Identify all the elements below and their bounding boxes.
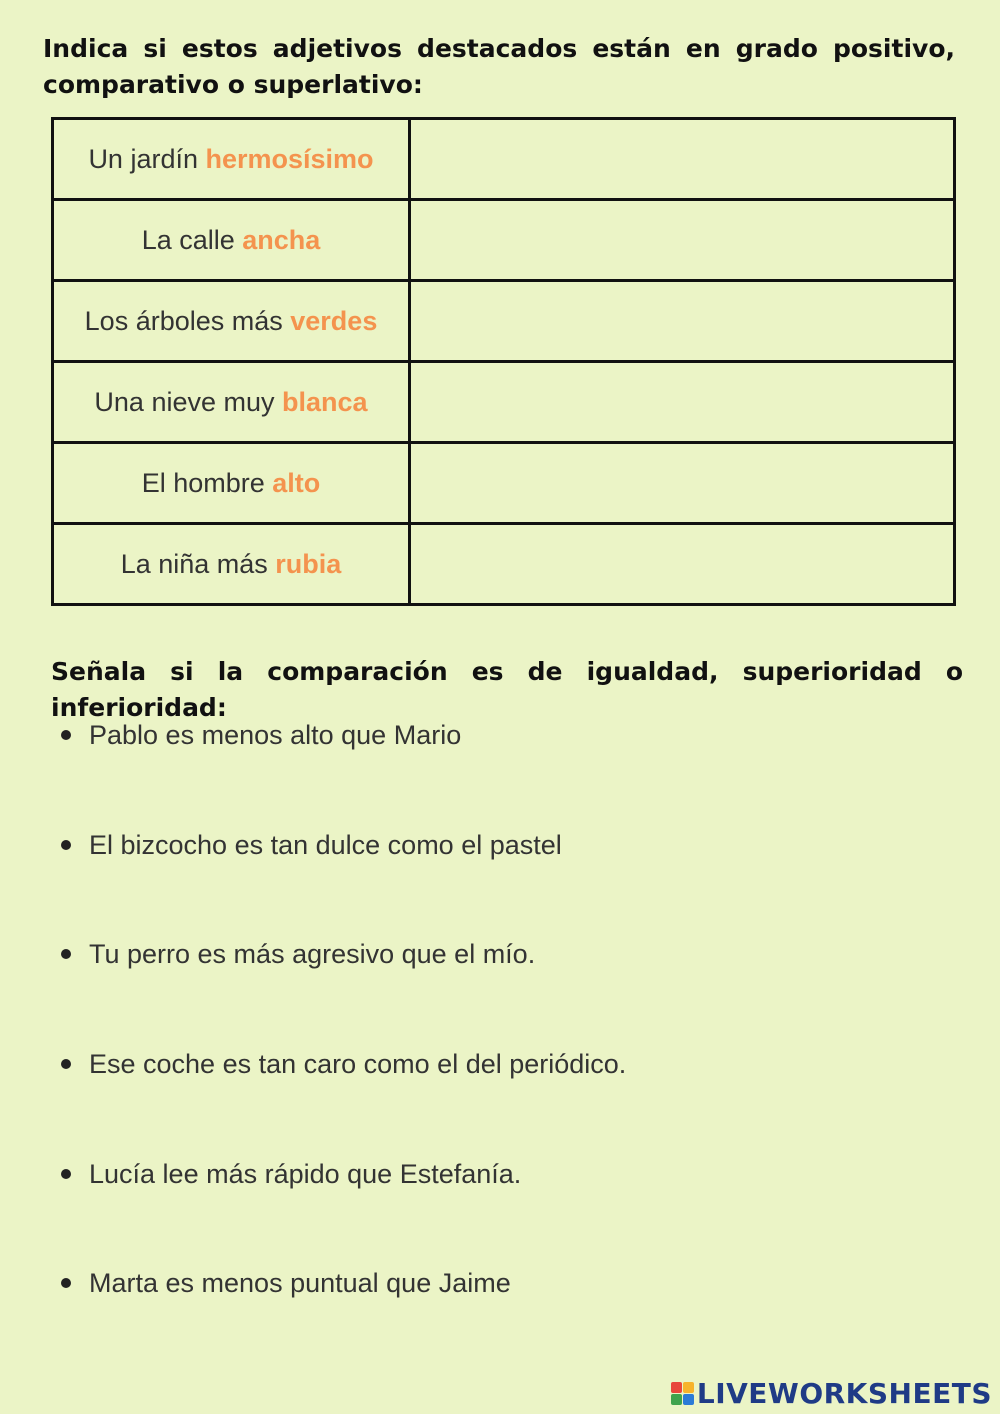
phrase-text: Una nieve muy [94,386,283,417]
phrase-cell [53,200,410,281]
grade-table [51,117,956,606]
answer-input-cell[interactable] [410,200,955,281]
answer-input-cell[interactable] [410,362,955,443]
bullet-icon [61,840,71,850]
phrase-cell [53,119,410,200]
logo-square-blue [683,1394,694,1405]
instruction-comparison: Señala si la comparación es de igualdad, superioridad o inferioridad: [51,657,963,722]
answer-input-cell[interactable] [410,443,955,524]
table-row [53,524,955,605]
brand-name: LIVEWORKSHEETS [696,1377,992,1410]
list-item [58,935,626,1045]
sentence-text: Marta es menos puntual que Jaime [89,1268,511,1299]
answer-input-cell[interactable] [410,524,955,605]
table-row [53,281,955,362]
highlighted-adjective: blanca [282,386,368,417]
table-row [53,119,955,200]
liveworksheets-brand [671,1377,992,1410]
phrase-cell [53,524,410,605]
sentence-text: Lucía lee más rápido que Estefanía. [89,1158,522,1189]
sentence-text: Tu perro es más agresivo que el mío. [89,939,536,970]
answer-input-cell[interactable] [410,281,955,362]
logo-square-red [671,1382,682,1393]
logo-square-yellow [683,1382,694,1393]
highlighted-adjective: verdes [290,305,378,336]
list-item [58,1264,626,1374]
phrase-text: La niña más [120,548,276,579]
phrase-cell [53,443,410,524]
bullet-icon [61,730,71,740]
phrase-cell [53,281,410,362]
sentence-text: Pablo es menos alto que Mario [89,720,462,750]
highlighted-adjective: hermosísimo [205,143,374,174]
bullet-icon [61,1059,71,1069]
sentence-list [58,716,626,1374]
logo-square-green [671,1394,682,1405]
bullet-icon [61,1169,71,1179]
table-row [53,362,955,443]
table-row [53,443,955,524]
liveworksheets-logo-icon [671,1382,694,1405]
list-item [58,1045,626,1155]
table-row [53,200,955,281]
answer-input-cell[interactable] [410,119,955,200]
list-item [58,826,626,936]
highlighted-adjective: ancha [242,224,321,255]
list-item [58,1155,626,1265]
sentence-text: El bizcocho es tan dulce como el pastel [89,829,562,860]
phrase-cell [53,362,410,443]
bullet-icon [61,1278,71,1288]
phrase-text: Un jardín [88,143,206,174]
highlighted-adjective: alto [272,467,321,498]
bullet-icon [61,949,71,959]
phrase-text: Los árboles más [84,305,291,336]
phrase-text: La calle [141,224,243,255]
sentence-text: Ese coche es tan caro como el del periódico. [89,1049,627,1080]
list-item [58,716,626,826]
phrase-text: El hombre [141,467,273,498]
highlighted-adjective: rubia [275,548,342,579]
instruction-grade: Indica si estos adjetivos destacados están en grado positivo, comparativo o superlativo: [43,34,955,99]
